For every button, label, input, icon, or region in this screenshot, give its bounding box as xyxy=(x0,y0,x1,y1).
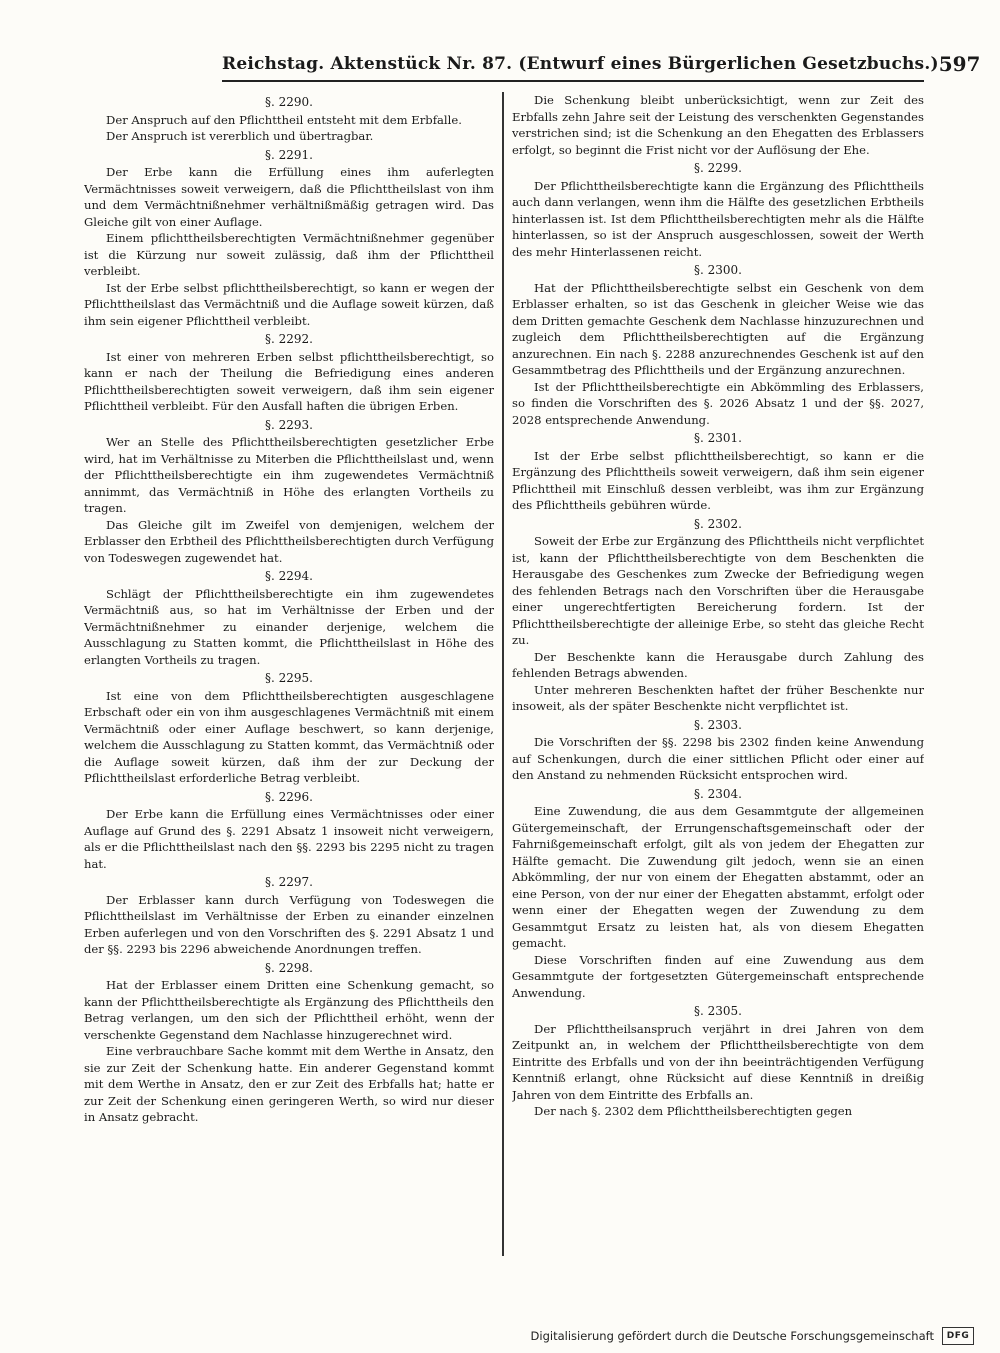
footer xyxy=(531,1327,974,1345)
paragraph: Einem pflichttheilsberechtigten Vermächtnißnehmer gegenüber ist die Kürzung nur soweit zulässig, daß ihm der Pflichttheil verbleibt. xyxy=(84,231,494,278)
section-heading: §. 2295. xyxy=(265,671,313,685)
paragraph: Eine Zuwendung, die aus dem Gesammtgute der allgemeinen Gütergemeinschaft, der Errungenschaftsgemeinschaft oder der Fahrnißgemeinschaft erfolgt, gilt als von jedem der Ehegatten zur Hälfte gemacht. Die Zuwendung gilt jedoch, wenn sie an einen Abkömmling, der nur von einem der Ehegatten abstammt, oder an eine Person, von der nur einer der Ehegatten abstammt, erfolgt oder wenn einer der Ehegatten wegen der Zuwendung zu dem Gesammtgut Ersatz zu leisten hat, als von diesem Ehegatten gemacht. xyxy=(512,804,924,950)
section-heading: §. 2300. xyxy=(694,263,742,277)
section-heading: §. 2301. xyxy=(694,431,742,445)
dfg-logo-icon: DFG xyxy=(942,1327,974,1345)
paragraph: Ist einer von mehreren Erben selbst pflichttheilsberechtigt, so kann er nach der Theilung die Befriedigung eines anderen Pflichttheilsberechtigten soweit verweigern, daß ihm sein eigener Pflichttheil verbleibt. Für den Ausfall haften die übrigen Erben. xyxy=(84,349,494,413)
column-divider xyxy=(502,92,504,1256)
paragraph: Die Schenkung bleibt unberücksichtigt, wenn zur Zeit des Erbfalls zehn Jahre seit der Leistung des verschenkten Gegenstandes verstrichen sind; ist die Schenkung an den Ehegatten des Erblassers erfolgt, so beginnt die Frist nicht vor der Auflösung der Ehe. xyxy=(512,93,924,157)
paragraph: Die Vorschriften der §§. 2298 bis 2302 finden keine Anwendung auf Schenkungen, durch die einer sittlichen Pflicht oder einer auf den Anstand zu nehmenden Rücksicht entsprochen wird. xyxy=(512,735,924,782)
paragraph: Ist der Erbe selbst pflichttheilsberechtigt, so kann er die Ergänzung des Pflichttheils soweit verweigern, daß ihm sein eigener Pflichttheil mit Einschluß dessen verbleibt, was ihm zur Ergänzung des Pflichttheils gebühren würde. xyxy=(512,448,924,512)
paragraph: Ist eine von dem Pflichttheilsberechtigten ausgeschlagene Erbschaft oder ein von ihm ausgeschlagenes Vermächtniß mit einem Vermächtniß oder einer Auflage beschwert, so kann derjenige, welchem die Ausschlagung zu Statten kommt, das Vermächtniß oder die Auflage soweit kürzen, daß ihm der zur Deckung der Pflichttheilslast erforderliche Betrag verbleibt. xyxy=(84,688,494,785)
paragraph: Eine verbrauchbare Sache kommt mit dem Werthe in Ansatz, den sie zur Zeit der Schenkung hatte. Ein anderer Gegenstand kommt mit dem Werthe in Ansatz, den er zur Zeit des Erbfalls hat; hatte er zur Zeit der Schenkung einen geringeren Werth, so wird nur dieser in Ansatz gebracht. xyxy=(84,1044,494,1124)
section-heading: §. 2294. xyxy=(265,569,313,583)
section-heading: §. 2296. xyxy=(265,789,313,804)
paragraph: Der Beschenkte kann die Herausgabe durch Zahlung des fehlenden Betrags abwenden. xyxy=(512,649,924,680)
paragraph: Diese Vorschriften finden auf eine Zuwendung aus dem Gesammtgute der fortgesetzten Gütergemeinschaft entsprechende Anwendung. xyxy=(512,952,924,1000)
section-heading: §. 2303. xyxy=(694,717,742,732)
paragraph: Der Pflichttheilsberechtigte kann die Ergänzung des Pflichttheils auch dann verlangen, wenn ihm die Hälfte des gesetzlichen Erbtheils hinterlassen ist. Ist dem Pflichttheilsberechtigten mehr als die Hälfte hinterlassen, so ist der Anspruch ausgeschlossen, soweit der Werth des mehr Hinterlassenen reicht. xyxy=(512,178,924,259)
section-heading: §. 2302. xyxy=(694,516,742,531)
paragraph: Hat der Pflichttheilsberechtigte selbst ein Geschenk von dem Erblasser erhalten, so ist das Geschenk in gleicher Weise wie das dem Dritten gemachte Geschenk dem Nachlasse hinzuzurechnen und zugleich dem Pflichttheilsberechtigten auf die Ergänzung anzurechnen. Ein nach §. 2288 anzurechnendes Geschenk ist auf den Gesammtbetrag des Pflichttheils und der Ergänzung anzurechnen. xyxy=(512,280,924,377)
section-heading: §. 2291. xyxy=(265,147,313,162)
paragraph: Ist der Erbe selbst pflichttheilsberechtigt, so kann er wegen der Pflichttheilslast das Vermächtniß und die Auflage soweit kürzen, daß ihm sein eigener Pflichttheil verbleibt. xyxy=(84,280,494,328)
paragraph: Wer an Stelle des Pflichttheilsberechtigten gesetzlicher Erbe wird, hat im Verhältnisse zu Miterben die Pflichttheilslast und, wenn der Pflichttheilsberechtigte ein ihm zugewendetes Vermächtniß annimmt, das Vermächtniß in Höhe des erlangten Vortheils zu tragen. xyxy=(84,435,494,515)
section-heading: §. 2297. xyxy=(265,875,313,889)
paragraph: Der Erbe kann die Erfüllung eines ihm auferlegten Vermächtnisses soweit verweigern, daß die Pflichttheilslast von ihm und dem Vermächtnißnehmer verhältnißmäßig getragen wird. Das Gleiche gilt von einer Auflage. xyxy=(84,165,494,229)
section-heading: §. 2299. xyxy=(694,161,742,175)
section-heading: §. 2298. xyxy=(265,960,313,975)
digitization-credit: Digitalisierung gefördert durch die Deutsche Forschungsgemeinschaft xyxy=(530,1329,934,1343)
left-column xyxy=(84,92,494,1264)
paragraph: Der Erbe kann die Erfüllung eines Vermächtnisses oder einer Auflage auf Grund des §. 2291 Absatz 1 insoweit nicht verweigern, als er die Pflichttheilslast nach den §§. 2293 bis 2295 nicht zu tragen hat. xyxy=(84,807,494,871)
page-number: 597 xyxy=(938,52,981,76)
section-heading: §. 2304. xyxy=(694,786,742,801)
section-heading: §. 2293. xyxy=(265,417,313,432)
paragraph: Der Pflichttheilsanspruch verjährt in drei Jahren von dem Zeitpunkt an, in welchem der Pflichttheilsberechtigte von dem Eintritte des Erbfalls und von der ihn beeinträchtigenden Verfügung Kenntniß erlangt, ohne Rücksicht auf diese Kenntniß in dreißig Jahren von dem Eintritte des Erbfalls an. xyxy=(512,1021,924,1102)
section-heading: §. 2290. xyxy=(265,95,313,109)
paragraph: Der Erblasser kann durch Verfügung von Todeswegen die Pflichttheilslast im Verhältnisse der Erben zu einander einzelnen Erben auferlegen und von den Vorschriften des §. 2291 Absatz 1 und der §§. 2293 bis 2296 abweichende Anordnungen treffen. xyxy=(84,892,494,956)
right-column xyxy=(512,92,924,1264)
paragraph: Unter mehreren Beschenkten haftet der früher Beschenkte nur insoweit, als der später Beschenkte nicht verpflichtet ist. xyxy=(512,682,924,713)
section-heading: §. 2292. xyxy=(265,332,313,346)
page-header xyxy=(222,46,981,82)
paragraph: Ist der Pflichttheilsberechtigte ein Abkömmling des Erblassers, so finden die Vorschriften des §. 2026 Absatz 1 und der §§. 2027, 2028 entsprechende Anwendung. xyxy=(512,379,924,427)
paragraph: Schlägt der Pflichttheilsberechtigte ein ihm zugewendetes Vermächtniß aus, so hat im Verhältnisse der Erben und der Vermächtnißnehmer zu einander derjenige, welchem die Ausschlagung zu Statten kommt, die Pflichttheilslast in Höhe des erlangten Vortheils zu tragen. xyxy=(84,586,494,667)
paragraph: Der Anspruch auf den Pflichttheil entsteht mit dem Erbfalle. xyxy=(106,112,462,127)
paragraph: Soweit der Erbe zur Ergänzung des Pflichttheils nicht verpflichtet ist, kann der Pflichttheilsberechtigte von dem Beschenkten die Herausgabe des Geschenkes zum Zwecke der Befriedigung wegen des fehlenden Betrags nach den Vorschriften über die Herausgabe einer ungerechtfertigten Bereicherung fordern. Ist der Pflichttheilsberechtigte der alleinige Erbe, so steht das gleiche Recht zu. xyxy=(512,534,924,647)
running-head: Reichstag. Aktenstück Nr. 87. (Entwurf eines Bürgerlichen Gesetzbuchs.) xyxy=(222,54,939,74)
paragraph: Das Gleiche gilt im Zweifel von demjenigen, welchem der Erblasser den Erbtheil des Pflichttheilsberechtigten durch Verfügung von Todeswegen zugewendet hat. xyxy=(84,517,494,565)
section-heading: §. 2305. xyxy=(694,1004,742,1018)
paragraph: Der nach §. 2302 dem Pflichttheilsberechtigten gegen xyxy=(534,1104,853,1118)
paragraph: Der Anspruch ist vererblich und übertragbar. xyxy=(106,129,374,143)
paragraph: Hat der Erblasser einem Dritten eine Schenkung gemacht, so kann der Pflichttheilsberechtigte als Ergänzung des Pflichttheils den Betrag verlangen, um den sich der Pflichttheil erhöht, wenn der verschenkte Gegenstand dem Nachlasse hinzugerechnet wird. xyxy=(84,978,494,1042)
